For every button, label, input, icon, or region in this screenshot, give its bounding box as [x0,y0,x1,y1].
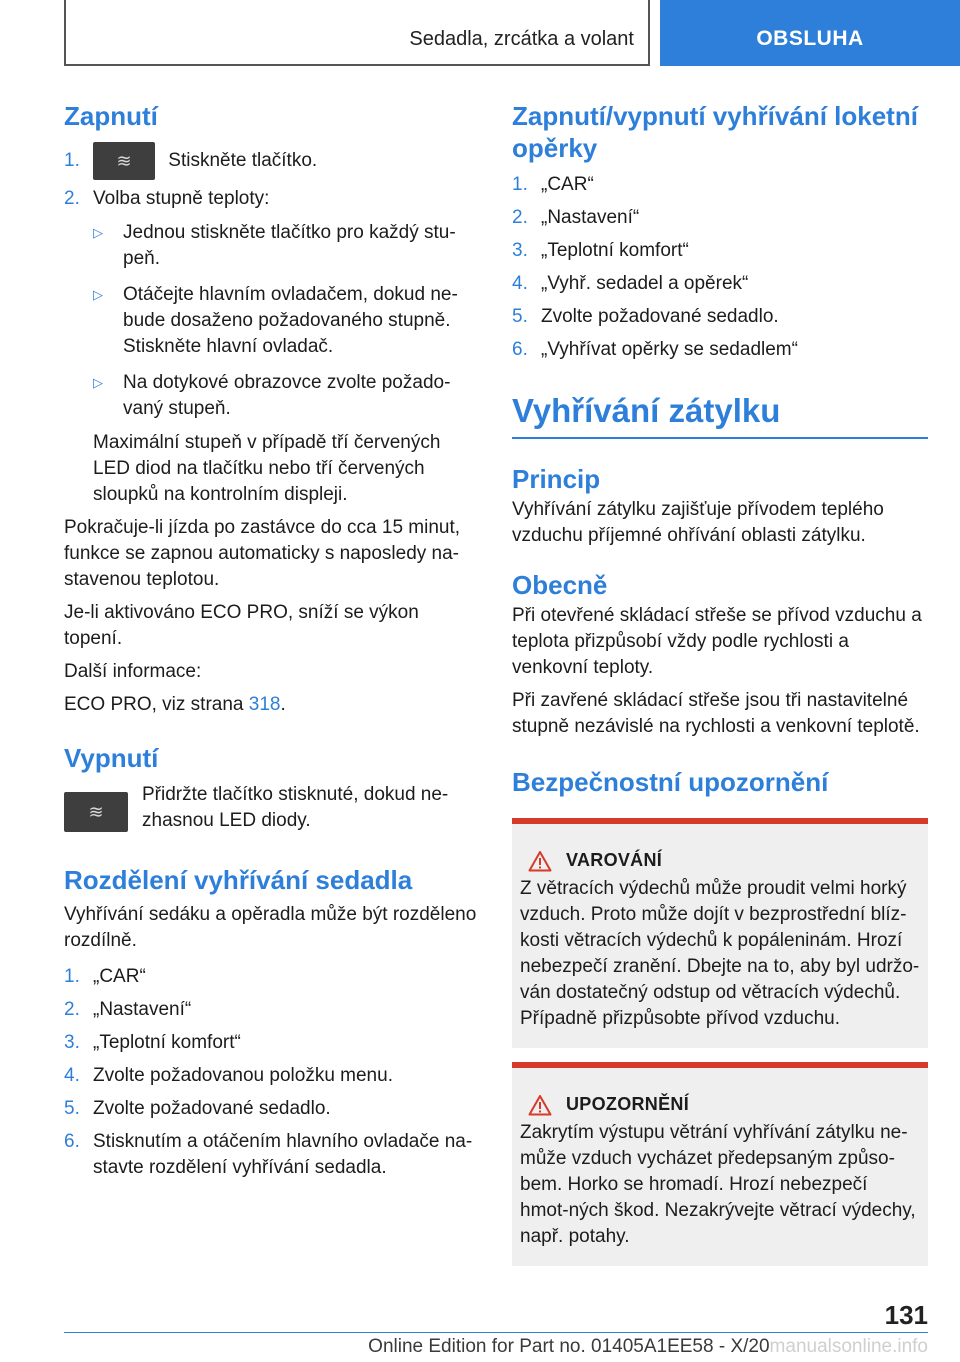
section-rule [512,437,928,439]
rozdeleni-steps [64,964,480,1181]
step-text: Volba stupně teploty: [93,188,270,209]
caution-label: UPOZORNĚNÍ [566,1094,690,1114]
heading-princip: Princip [512,463,601,494]
list-item: 3. „Teplotní komfort“ [64,1032,241,1053]
princip-text: Vyhřívání zátylku zajišťuje přívodem teplého vzduchu příjemné ohřívání oblasti zátylku. [512,498,884,546]
list-item: 2. „Nastavení“ [512,207,640,228]
page-number: 131 [884,1300,928,1330]
heading-loketni: Zapnutí/vypnutí vyhřívání loketní opěrky [512,101,918,163]
rozdeleni-intro: Vyhřívání sedáku a opěradla může být rozděleno rozdílně. [64,904,477,951]
paragraph: Další informace: [64,661,202,682]
seat-heating-button-icon: ≋ [64,792,128,832]
list-item: 5. Zvolte požadované sedadlo. [64,1098,331,1119]
warning-text: Z větracích výdechů může proudit velmi horký vzduch. Proto může dojít v bezprostřední blíz-kosti větracích výdechů k popáleninám. Hrozí nebezpečí zranění. Dbejte na to, aby byl udržo-ván dostatečný odstup od větracích výdechů. Případně přizpůsobte přívod vzduchu. [520,877,920,1029]
list-item: 4. Zvolte požadovanou položku menu. [64,1065,393,1086]
header-chapter-tab[interactable]: OBSLUHA [660,0,960,66]
triangle-bullet-icon: ▷ [93,287,103,302]
step-2 [64,186,480,212]
watermark: manualsonline.info [769,1336,928,1357]
header-bottom-rule [64,64,650,66]
paragraph: Pokračuje-li jízda po zastávce do cca 15 minut, funkce se zapnou automaticky s naposledy na-stavenou teplotou. [64,517,461,590]
caution-text: Zakrytím výstupu větrání vyhřívání zátylku ne-může vzduch vycházet předepsaným způso-bem. Horko se hromadí. Hrozí nebezpečí hmot-ných škod. Nezakrývejte větrací výdechy, např. potahy. [520,1121,916,1247]
obecne-text-2: Při zavřené skládací střeše jsou tři nastavitelné stupně nezávislé na rychlosti a venkovní teplotě. [512,689,920,737]
step-1 [64,142,480,180]
list-item: 1. „CAR“ [512,174,594,195]
bullet-item [93,370,480,422]
bullet-item [93,282,480,360]
triangle-bullet-icon: ▷ [93,225,103,240]
list-item: 1. „CAR“ [64,966,146,987]
loketni-steps [512,172,928,363]
warning-title [520,850,920,872]
max-level-note: Maximální stupeň v případě tří červených LED diod na tlačítku nebo tří červených sloupků na kontrolním displeji. [93,432,441,505]
warning-triangle-icon [528,850,552,872]
vypnuti-block [64,782,480,834]
right-column [512,100,928,1266]
warning-box [512,818,928,1048]
paragraph: Je-li aktivováno ECO PRO, sníží se výkon topení. [64,602,419,649]
left-column [64,100,480,1181]
warning-triangle-icon [528,1094,552,1116]
list-item: 3. „Teplotní komfort“ [512,240,689,261]
bullet-item [93,220,480,272]
list-item: 4. „Vyhř. sedadel a opěrek“ [512,273,749,294]
triangle-bullet-icon: ▷ [93,375,103,390]
bullet-text: Otáčejte hlavním ovladačem, dokud ne-bude dosaženo požadovaného stupně. Stiskněte hlavní ovladač. [123,284,458,357]
footer-rule [64,1332,928,1333]
list-item: 2. „Nastavení“ [64,999,192,1020]
paragraph-cross-reference: ECO PRO, viz strana 318. [64,694,286,715]
header-right-rule [648,0,650,66]
page-link[interactable]: 318 [248,694,281,715]
list-item: 6. Stisknutím a otáčením hlavního ovladače na-stavte rozdělení vyhřívání sedadla. [64,1131,473,1178]
vypnuti-text: Přidržte tlačítko stisknuté, dokud ne-zhasnou LED diody. [142,784,449,831]
heading-bezpecnost: Bezpečnostní upozornění [512,766,829,797]
heading-obecne: Obecně [512,569,608,600]
step-text: Stiskněte tlačítko. [168,150,318,172]
seat-heating-button-icon: ≋ [93,142,155,180]
warning-label: VAROVÁNÍ [566,850,663,870]
heading-vypnuti: Vypnutí [64,743,159,773]
heading-zatylek: Vyhřívání zátylku [512,392,781,429]
step-number: 2. [64,188,80,209]
caution-title [520,1094,920,1116]
heading-rozdeleni: Rozdělení vyhřívání sedadla [64,865,413,895]
list-item: 6. „Vyhřívat opěrky se sedadlem“ [512,339,798,360]
bullet-text: Na dotykové obrazovce zvolte požado-vaný stupeň. [123,372,451,419]
footer-edition: Online Edition for Part no. 01405A1EE58 - X/20manualsonline.info [368,1336,928,1357]
caution-box [512,1062,928,1266]
step-number: 1. [64,150,80,171]
obecne-text-1: Při otevřené skládací střeše se přívod vzduchu a teplota přizpůsobí vždy podle rychlosti a venkovní teploty. [512,604,922,678]
heading-zapnuti: Zapnutí [64,101,158,131]
bullet-text: Jednou stiskněte tlačítko pro každý stu-peň. [123,222,456,269]
list-item: 5. Zvolte požadované sedadlo. [512,306,779,327]
header-section-title: Sedadla, zrcátka a volant [409,28,634,50]
